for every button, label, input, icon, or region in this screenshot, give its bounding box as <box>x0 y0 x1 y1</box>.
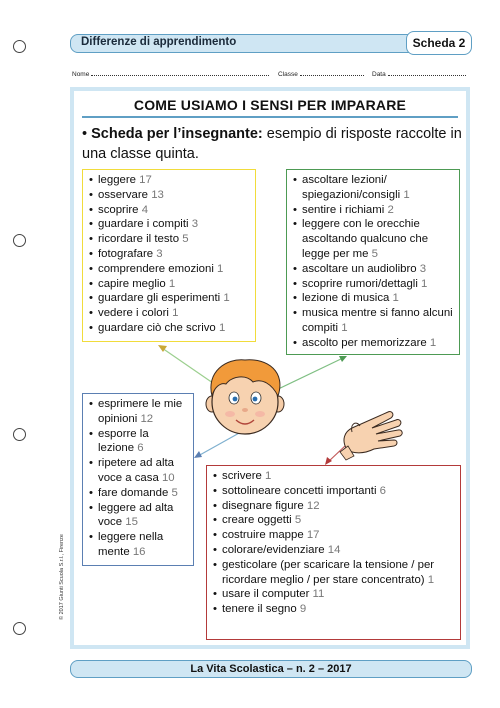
list-item <box>213 513 454 528</box>
item-count: 1 <box>421 277 428 290</box>
item-count: 15 <box>125 516 138 529</box>
item-text: leggere nella mente <box>98 531 164 558</box>
item-count: 1 <box>265 470 272 482</box>
list-item <box>89 247 249 262</box>
item-text: scoprire rumori/dettagli <box>302 277 418 290</box>
item-text: lezione di musica <box>302 292 390 305</box>
item-count: 5 <box>171 486 178 499</box>
item-text: ripetere ad alta voce a casa <box>98 457 174 484</box>
item-count: 1 <box>392 292 399 305</box>
page-title: COME USIAMO I SENSI PER IMPARARE <box>133 97 407 113</box>
list-item <box>89 397 187 427</box>
item-text: ascoltare lezioni/ spiegazioni/consigli <box>302 174 401 201</box>
item-text: guardare ciò che scrivo <box>98 321 216 334</box>
item-count: 1 <box>172 307 179 320</box>
list-item <box>213 528 454 543</box>
item-text: fare domande <box>98 486 169 499</box>
item-count: 3 <box>191 218 199 231</box>
hearing-box <box>286 169 460 355</box>
item-text: gesticolare (per scaricare la tensione / per ricordare meglio / per stare concentrato) <box>222 558 435 586</box>
date-label: Data <box>372 71 386 78</box>
item-count: 2 <box>387 203 394 216</box>
item-count: 6 <box>379 484 387 497</box>
list-item <box>89 501 187 531</box>
item-text: fotografare <box>98 247 154 260</box>
item-count: 5 <box>371 247 379 260</box>
item-count: 3 <box>419 262 427 275</box>
list-item <box>89 291 249 306</box>
list-item <box>89 321 249 336</box>
item-text: osservare <box>98 188 149 201</box>
item-text: colorare/evidenziare <box>222 543 325 556</box>
copyright-note: © 2017 Giunti Scuola S.r.l., Firenze <box>59 534 65 620</box>
list-item <box>89 188 249 203</box>
item-text: comprendere emozioni <box>98 262 214 275</box>
arrow-to-hearing-box <box>272 356 347 392</box>
list-item <box>293 336 453 351</box>
list-item <box>213 558 454 588</box>
item-text: creare oggetti <box>222 514 292 527</box>
item-count: 13 <box>151 188 164 201</box>
touch-list <box>213 469 454 617</box>
item-text: leggere con le orecchie ascoltando qualcuno che legge per me <box>302 218 429 260</box>
list-item <box>293 217 453 261</box>
item-text: musica mentre si fanno alcuni compiti <box>302 307 453 334</box>
item-count: 1 <box>218 321 226 334</box>
list-item <box>213 587 454 602</box>
item-text: sottolineare concetti importanti <box>222 484 377 497</box>
item-count: 4 <box>141 203 149 216</box>
item-text: guardare gli esperimenti <box>98 292 221 305</box>
item-text: leggere <box>98 174 136 186</box>
item-count: 1 <box>168 277 176 290</box>
intro-bold: Scheda per l’insegnante: <box>91 126 263 142</box>
list-item <box>89 232 249 247</box>
item-text: tenere il segno <box>222 603 297 616</box>
sheet-tab: Scheda 2 <box>406 31 472 55</box>
item-text: ascolto per memorizzare <box>302 336 427 349</box>
item-count: 14 <box>327 543 341 556</box>
item-count: 5 <box>294 514 302 527</box>
list-item <box>89 456 187 486</box>
list-item <box>89 217 249 232</box>
name-label: Nome <box>72 71 90 78</box>
item-count: 17 <box>306 529 320 542</box>
item-count: 1 <box>223 292 230 305</box>
item-count: 10 <box>161 471 175 484</box>
item-count: 11 <box>312 588 325 601</box>
item-text: guardare i compiti <box>98 218 189 231</box>
item-text: esporre la lezione <box>98 427 149 455</box>
class-label: Classe <box>278 71 298 78</box>
item-text: usare il computer <box>222 588 310 601</box>
item-text: disegnare figure <box>222 499 304 512</box>
item-count: 12 <box>140 412 154 425</box>
list-item <box>89 486 187 501</box>
item-count: 1 <box>429 336 437 349</box>
header-title: Differenze di apprendimento <box>81 36 237 48</box>
item-text: capire meglio <box>98 277 166 290</box>
item-count: 3 <box>156 247 163 260</box>
intro-rest: esempio di risposte raccolte in una classe quinta. <box>82 126 462 162</box>
list-item <box>293 306 453 336</box>
item-text: vedere i colori <box>98 307 169 320</box>
list-item <box>293 203 453 218</box>
list-item <box>213 469 454 484</box>
item-count: 6 <box>137 442 144 455</box>
sight-box <box>82 169 256 342</box>
list-item <box>89 530 187 560</box>
item-count: 1 <box>427 573 435 586</box>
footer-bar: La Vita Scolastica – n. 2 – 2017 <box>70 660 472 678</box>
item-count: 1 <box>403 188 410 201</box>
list-item <box>89 173 249 188</box>
touch-box <box>206 465 461 640</box>
item-count: 1 <box>341 321 348 334</box>
item-count: 16 <box>132 545 146 558</box>
item-count: 5 <box>182 233 189 246</box>
list-item <box>89 203 249 218</box>
sight-list <box>89 173 249 336</box>
item-text: costruire mappe <box>222 529 304 542</box>
list-item <box>89 277 249 292</box>
list-item <box>293 262 453 277</box>
boy-face-illustration <box>206 360 284 434</box>
list-item <box>213 499 454 514</box>
item-count: 12 <box>306 499 320 512</box>
list-item <box>213 543 454 558</box>
item-text: ricordare il testo <box>98 233 180 246</box>
hand-illustration <box>340 412 402 460</box>
list-item <box>293 173 453 203</box>
list-item <box>89 262 249 277</box>
list-item <box>293 291 453 306</box>
item-text: scrivere <box>222 470 262 482</box>
item-text: esprimere le mie opinioni <box>98 398 183 425</box>
item-count: 9 <box>299 603 307 616</box>
arrow-to-voice-box <box>194 432 241 458</box>
list-item <box>213 602 454 617</box>
item-text: ascoltare un audiolibro <box>302 262 417 275</box>
item-text: scoprire <box>98 203 139 216</box>
item-count: 1 <box>217 262 224 275</box>
hearing-list <box>293 173 453 351</box>
list-item <box>293 277 453 292</box>
voice-box <box>82 393 194 566</box>
item-count: 17 <box>139 174 152 186</box>
list-item <box>213 484 454 499</box>
list-item <box>89 306 249 321</box>
item-text: sentire i richiami <box>302 203 385 216</box>
intro-bullet: • <box>82 126 88 142</box>
item-text: leggere ad alta voce <box>98 501 174 529</box>
list-item <box>89 427 187 457</box>
arrow-to-touch-box <box>325 446 345 465</box>
voice-list <box>89 397 187 560</box>
